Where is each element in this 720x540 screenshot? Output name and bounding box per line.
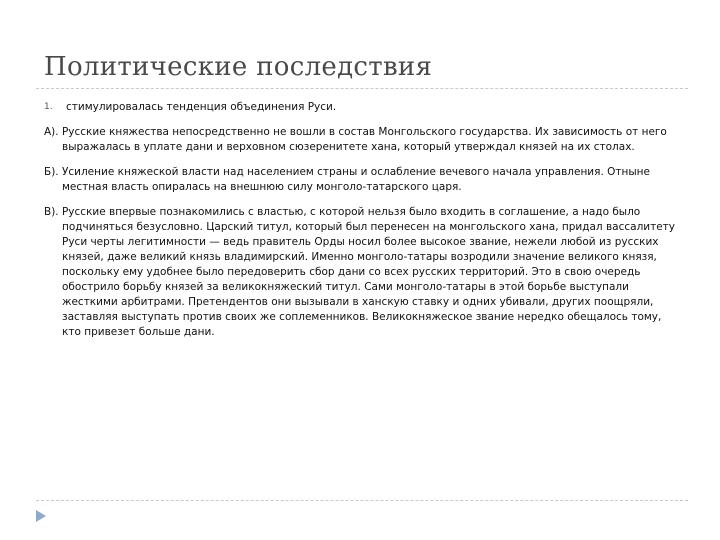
slide-body — [44, 100, 676, 350]
item-text: стимулировалась тенденция объединения Руси. — [66, 101, 337, 113]
triangle-right-icon[interactable] — [34, 509, 48, 523]
item-number: 1. — [44, 102, 53, 112]
footer-divider — [36, 500, 688, 501]
paragraph-a: А). Русские княжества непосредственно не вошли в состав Монгольского государства. Их зависимость от него выражалась в уплате дани и верховном сюзеренитете хана, который утверждал князей на их столах. — [44, 126, 667, 153]
paragraph-v: В). Русские впервые познакомились с властью, с которой нельзя было входить в соглашение, а надо было подчиняться безусловно. Царский титул, который был перенесен на монгольского хана, придал вассалитету Руси черты легитимности — ведь правитель Орды носил более высокое звание, нежели любой из русских князей, даже великий князь владимирский. Именно монголо-татары возродили значение великого князя, поскольку ему удобнее было передоверить сбор дани со всех русских территорий. Это в свою очередь обострило борьбу князей за великокняжеский титул. Сами монголо-татары в этой борьбе выступали жесткими арбитрами. Претендентов они вызывали в ханскую ставку и одних убивали, других поощряли, заставляя выступать против своих же соплеменников. Великокняжеское звание нередко обещалось тому, кто привезет больше дани. — [44, 206, 676, 338]
paragraph-b: Б). Усиление княжеской власти над населением страны и ослабление вечевого начала управления. Отныне местная власть опиралась на внешнюю силу монголо-татарского царя. — [44, 166, 650, 193]
numbered-item — [44, 100, 676, 115]
title-divider — [36, 88, 688, 89]
slide-title: Политические последствия — [44, 52, 433, 82]
